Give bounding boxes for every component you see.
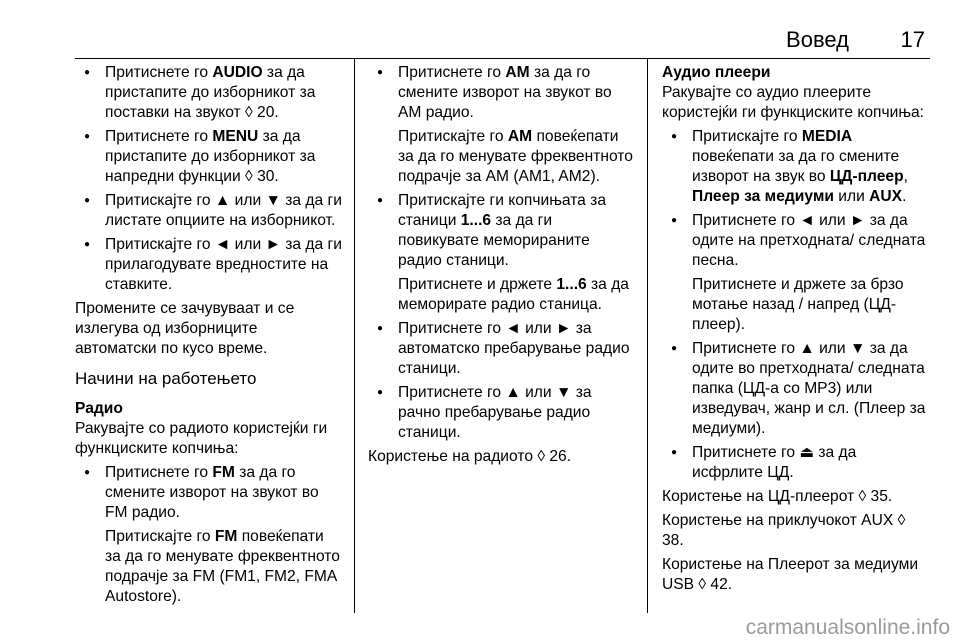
audio-intro: Ракувајте со аудио плеерите користејќи ги функциските копчиња: [662, 84, 925, 121]
bullet-auto-search: ● Притиснете го ◄ или ► за автоматско пребарување радио станици. [368, 319, 636, 379]
column-left [75, 63, 343, 611]
bullet-folder: ● Притиснете го ▲ или ▼ за да одите во претходната/ следната папка (ЦД-а со MP3) или изведувач, жанр и сл. (Плеер за медиуми). [662, 339, 930, 439]
bullet-eject: ● Притиснете го ⏏ за да исфрлите ЦД. [662, 443, 930, 483]
page-header [0, 27, 960, 60]
column-divider-1 [354, 58, 355, 613]
radio-reference: Користење на радиото ◊ 26. [368, 448, 572, 465]
column-middle [368, 63, 636, 471]
bullet-menu: ● Притиснете го MENU за да пристапите до изборникот за напредни функции ◊ 30. [75, 127, 343, 187]
bullet-station-keys: ● Притискајте ги копчињата за станици 1...6 за да ги повикувате меморираните радио станици. [368, 191, 636, 271]
bullet-media: ● Притискајте го MEDIA повеќепати за да го смените изворот на звук во ЦД-плеер, Плеер за медиуми или AUX. [662, 127, 930, 207]
bullet-manual-search: ● Притиснете го ▲ или ▼ за рачно пребарување радио станици. [368, 383, 636, 443]
column-divider-2 [647, 58, 648, 613]
bullet-am: ● Притиснете го AM за да го смените изворот на звукот во AM радио. [368, 63, 636, 123]
bullet-audio: ● Притиснете го AUDIO за да пристапите до изборникот за поставки на звукот ◊ 20. [75, 63, 343, 123]
am-sub-paragraph: Притискајте го AM повеќепати за да го менувате фреквентното подрачје за AM (AM1, AM2). [398, 128, 633, 185]
subsection-heading-radio: Радио [75, 400, 123, 417]
subsection-heading-audio-players: Аудио плеери [662, 64, 771, 81]
cd-player-reference: Користење на ЦД-плеерот ◊ 35. [662, 488, 893, 505]
fm-sub-paragraph: Притискајте го FM повеќепати за да го менувате фреквентното подрачје за FM (FM1, FM2, FMA Autostore). [105, 528, 340, 605]
usb-reference: Користење на Плеерот за медиуми USB ◊ 42. [662, 556, 919, 593]
bullet-adjust: ● Притискајте го ◄ или ► за да ги прилагодувате вредностите на ставките. [75, 235, 343, 295]
page-title: Вовед [786, 27, 849, 52]
bullet-scroll: ● Притискајте го ▲ или ▼ за да ги листате опциите на изборникот. [75, 191, 343, 231]
radio-intro: Ракувајте со радиото користејќи ги функциските копчиња: [75, 420, 328, 457]
paragraph-auto-exit: Промените се зачувуваат и се излегува од изборниците автоматски по кусо време. [75, 300, 295, 357]
watermark: carmanualsonline.info [745, 616, 950, 639]
station-keys-sub-paragraph: Притиснете и држете 1...6 за да меморирате радио станица. [398, 276, 629, 313]
header-rule [75, 58, 930, 59]
column-right [662, 63, 930, 599]
section-heading: Начини на работењето [75, 369, 257, 388]
bullet-track: ● Притиснете го ◄ или ► за да одите на претходната/ следната песна. [662, 211, 930, 271]
bullet-fm: ● Притиснете го FM за да го смените изворот на звукот во FM радио. [75, 463, 343, 523]
aux-reference: Користење на приклучокот AUX ◊ 38. [662, 512, 906, 549]
track-sub-paragraph: Притиснете и држете за брзо мотање назад / напред (ЦД-плеер). [692, 276, 904, 333]
page-number: 17 [900, 27, 925, 52]
